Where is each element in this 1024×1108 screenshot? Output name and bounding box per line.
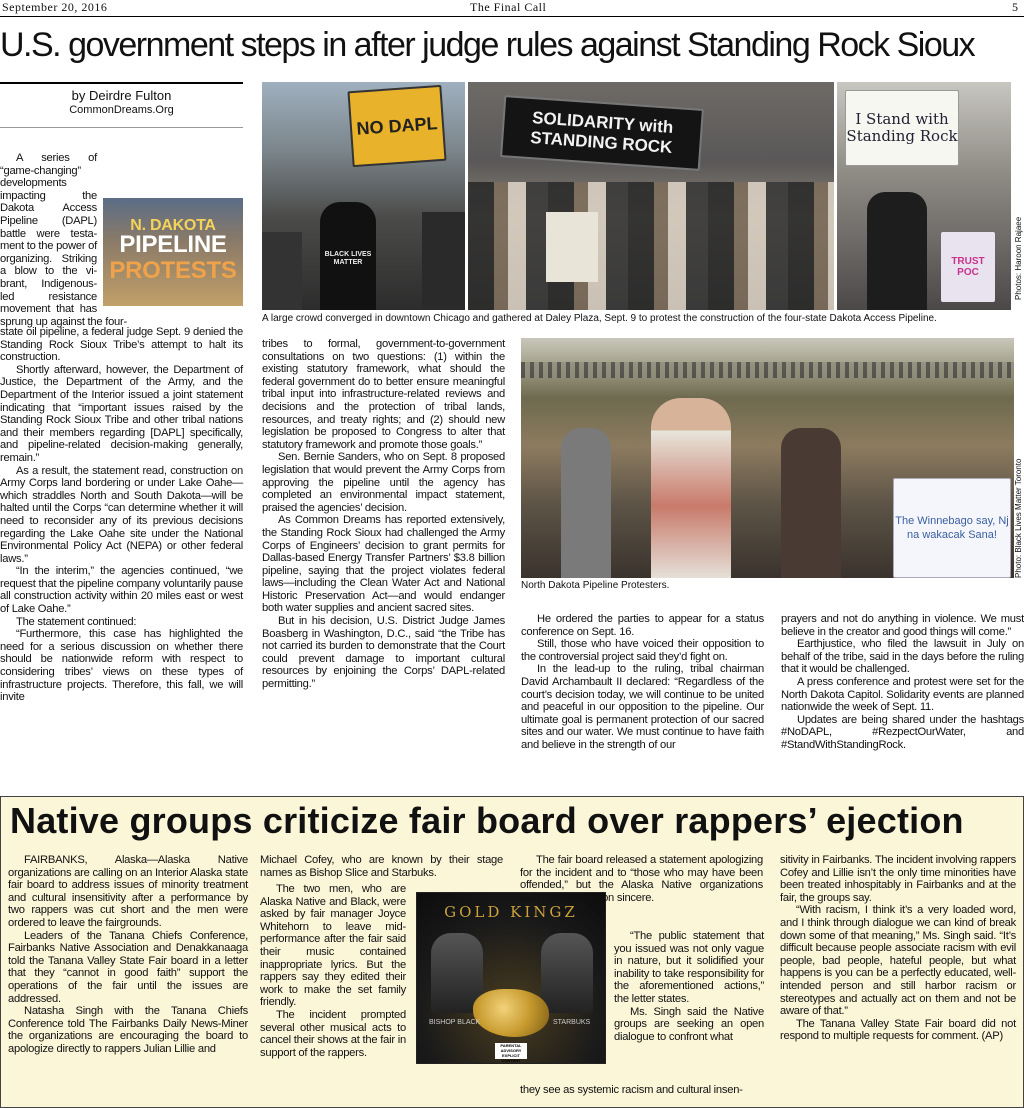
shirt-text: BLACK LIVES MATTER — [324, 251, 372, 266]
article1-para: Earthjustice, who filed the lawsuit in July on behalf of the tribe, said in the days before the ruling that it would be challenged. — [781, 638, 1024, 676]
crowd-figure — [422, 212, 465, 310]
headline: U.S. government steps in after judge rules against Standing Rock Sioux — [0, 26, 975, 64]
inset-line1: N. DAKOTA — [130, 216, 216, 234]
article2-para: they see as systemic racism and cultural insen- — [520, 1084, 743, 1096]
article2-col3 — [614, 930, 764, 1043]
solidarity-banner: SOLIDARITY with STANDING ROCK — [500, 95, 704, 171]
article1-para: As Common Dreams has reported extensively, the Standing Rock Sioux had challenged the Army Corps of Engineers’ decision to grant permits for Dallas-based Energy Transfer Partners’ $3.8 billion pipeline, saying that the project violates federal laws—including the Clean Water Act and National Historic Preservation Act—and would endanger both water supplies and ancient sacred sites. — [262, 514, 505, 615]
article1-para: “In the interim,” the agencies continued, “we request that the pipeline company voluntarily pause all construction activity within 20 miles east or west of Lake Oahe.” — [0, 565, 243, 616]
photo-i-stand — [837, 82, 1011, 310]
crowd — [468, 182, 834, 310]
article2-para: The incident prompted several other musical acts to cancel their shows at the fair in support of the rappers. — [260, 1008, 406, 1059]
pipeline-protests-graphic — [103, 198, 243, 306]
article1-para: The statement continued: — [16, 615, 137, 628]
article1-para: A series of “game-changing” developments impacting the Dakota Access Pipeline (DAPL) battle were testa-ment to the power of organizing. Striking a blow to the vi-brant, Indigenous-led resistance movement that has sprung up against the four- — [0, 152, 127, 328]
article1-para: Updates are being shared under the hashtags #NoDAPL, #RezpectOurWater, and #StandWithStandingRock. — [781, 713, 1024, 751]
winnebago-sign: The Winnebago say, Nj na wakacak Sana! — [893, 478, 1011, 578]
article1-col1-top — [0, 152, 243, 328]
article1-para: “Furthermore, this case has highlighted the need for a serious discussion on whether there should be nationwide reform with respect to considering tribes’ views on these types of infrastructure projects. Therefore, this fall, we will invite — [0, 628, 243, 704]
photo1-caption: A large crowd converged in downtown Chicago and gathered at Daley Plaza, Sept. 9 to protest the construction of the four-state Dakota Access Pipeline. — [262, 313, 937, 324]
article1-para: In the lead-up to the ruling, tribal chairman David Archambault II declared: “Regardless of the court’s decision today, we will continue to be united and peaceful in our opposition to the pipeline. Our ultimate goal is permanent protection of our sacred sites and our water. We must continue to have faith and believe in the strength of our — [521, 663, 764, 751]
article1-para: Still, those who have voiced their opposition to the controversial project said they’d fight on. — [521, 638, 764, 663]
byline-source: CommonDreams.Org — [69, 104, 174, 116]
article2-para: sitivity in Fairbanks. The incident involving rappers Cofey and Lillie isn’t the only time minorities have been treated inhospitably in Fairbanks and at the fair, the groups say. — [780, 854, 1016, 904]
parental-advisory-label: PARENTAL ADVISORY EXPLICIT CONTENT — [495, 1043, 527, 1059]
article1-col3 — [521, 613, 764, 752]
article1-col2 — [262, 338, 505, 691]
distant-crowd — [521, 362, 1014, 378]
article2-para: Natasha Singh with the Tanana Chiefs Conference told The Fairbanks Daily News-Miner the organizations are encouraging the board to apologize directly to rappers Julian Lillie and — [8, 1005, 248, 1055]
article1-para: Sen. Bernie Sanders, who on Sept. 8 proposed legislation that would prevent the Army Corps from approving the pipeline until the agency has completed an environmental impact statement, praised the agencies’ decision. — [262, 451, 505, 514]
trust-shirt: TRUST POC — [941, 232, 995, 302]
protester-figure — [867, 192, 927, 310]
article2-para: The Tanana Valley State Fair board did not respond to multiple requests for comment. (AP) — [780, 1017, 1016, 1043]
rapper-right-figure — [541, 933, 593, 1013]
article2-para: The fair board released a statement apologizing for the incident and to “those who may have been offended,” but the Alaska Native organizations didn’t find the action sincere. — [520, 854, 763, 904]
photo-solidarity — [468, 82, 834, 310]
handmade-sign — [546, 212, 598, 282]
no-dapl-sign: NO DAPL — [347, 85, 446, 167]
folio-page: 5 — [1012, 0, 1019, 14]
article1-col1 — [0, 326, 243, 704]
folio-publication: The Final Call — [470, 0, 547, 14]
article2-para: Michael Cofey, who are known by their stage names as Bishop Slice and Starbuks. — [260, 854, 503, 879]
article2-col3-top — [520, 854, 763, 904]
article2-col2 — [260, 883, 406, 1059]
article2-para: The two men, who are Alaska Native and Black, were asked by fair manager Joyce Whitehorn to leave mid-performance after the fair said their music contained inappropriate lyrics. But the rappers say they edited their work to make the set family friendly. — [260, 883, 406, 1009]
article1-para: As a result, the statement read, construction on Army Corps land bordering or under Lake Oahe—which straddles North and South Dakota—will be halted until the Corps “can determine whether it will need to reconsider any of its previous decisions regarding the Lake Oahe site under the National Environmental Policy Act (NEPA) or other federal laws.” — [0, 464, 243, 565]
photo1-credit: Photos: Haroon Rajaee — [1014, 216, 1023, 300]
album-left-name: BISHOP BLACK — [429, 1019, 481, 1026]
inset-line2: PIPELINE — [119, 231, 227, 259]
photo2-caption: North Dakota Pipeline Protesters. — [521, 580, 670, 591]
photo-nd-protesters — [521, 338, 1014, 578]
article1-para: But in his decision, U.S. District Judge James Boasberg in Washington, D.C., said “the Tribe has not carried its burden to demonstrate that the Court could prevent damage to important cultural resources by enjoining the Corps’ DAPL-related permitting.” — [262, 615, 505, 691]
photo2-credit: Photo: Black Lives Matter Toronto — [1014, 458, 1023, 578]
article1-para: He ordered the parties to appear for a status conference on Sept. 16. — [521, 613, 764, 638]
article1-para: prayers and not do anything in violence. We must believe in the creator and good things will come.” — [781, 613, 1024, 638]
byline-author: by Deirdre Fulton — [71, 88, 172, 103]
article1-para: A press conference and protest were set for the North Dakota Capitol. Solidarity events are planned nationwide the week of Sept. 11. — [781, 675, 1024, 714]
folio — [0, 0, 1024, 16]
article2-para: FAIRBANKS, Alaska—Alaska Native organizations are calling on an Interior Alaska state fair board to address issues of minority treatment and cultural insensitivity after a performance by two rappers was cut short and the men were ordered to leave the fairgrounds. — [8, 854, 248, 929]
byline-rule-bottom — [0, 127, 243, 128]
byline — [0, 88, 243, 118]
protester-figure — [651, 398, 731, 578]
album-right-name: STARBUKS — [553, 1019, 591, 1026]
article1-para: state oil pipeline, a federal judge Sept. 9 denied the Standing Rock Sioux Tribe’s attempt to halt its construction. — [0, 326, 243, 364]
article2-para: “With racism, I think it’s a very loaded word, and I think through dialogue we can kind of break down some of that meaning,” Ms. Singh said. “It’s difficult because people associate racism with evil people, bad people, hateful people, but what happens is you can be a perfectly educated, well-intended person and still harbor racism or stereotypes and actually act on them and not be aware of that.” — [780, 904, 1016, 1018]
gold-nugget — [473, 989, 549, 1037]
byline-rule-top — [0, 82, 243, 84]
folio-rule — [0, 16, 1024, 17]
photo-no-dapl — [262, 82, 465, 310]
article2-col2-top — [260, 854, 503, 879]
article2-para: Leaders of the Tanana Chiefs Conference, Fairbanks Native Association and Denakkanaaga told the Tanana Valley State Fair board in a letter that they “cannot in good faith” support the operations of the fair until the issues are addressed. — [8, 929, 248, 1005]
folio-date: September 20, 2016 — [2, 0, 108, 14]
article1-para: Shortly afterward, however, the Department of Justice, the Department of the Army, and the Department of the Interior issued a joint statement indicating that “important issues raised by the Standing Rock Sioux Tribe and other tribal nations and their members regarding [DAPL] specifically, and pipeline-related decision-making generally, remain.” — [0, 363, 243, 464]
article2-headline: Native groups criticize fair board over rappers’ ejection — [10, 800, 964, 841]
article1-para: tribes to formal, government-to-government consultations on two questions: (1) within the existing statutory framework, what should the federal government do to better ensure meaningful tribal input into infrastructure-related reviews and decisions and the protection of tribal lands, resources, and treaty rights; and (2) should new legislation be proposed to Congress to alter that statutory framework and promote those goals.” — [262, 338, 505, 451]
article2-para: “The public statement that you issued was not only vague in nature, but it solidified your inability to take responsibility for the aforementioned actions,” the letter states. — [614, 930, 764, 1005]
article2-col3-bottom — [520, 1084, 763, 1097]
inset-line3: PROTESTS — [109, 257, 237, 285]
protester-figure — [561, 428, 611, 578]
article1-col4 — [781, 613, 1024, 752]
i-stand-sign: I Stand with Standing Rock — [845, 90, 959, 166]
protester-figure — [781, 428, 841, 578]
article2-col4 — [780, 854, 1016, 1043]
album-title: GOLD KINGZ — [444, 903, 578, 921]
crowd-figure — [262, 232, 302, 310]
article2-col1 — [8, 854, 248, 1056]
gold-kingz-album-cover — [416, 892, 606, 1064]
article2-para: Ms. Singh said the Native groups are seeking an open dialogue to confront what — [614, 1005, 764, 1043]
